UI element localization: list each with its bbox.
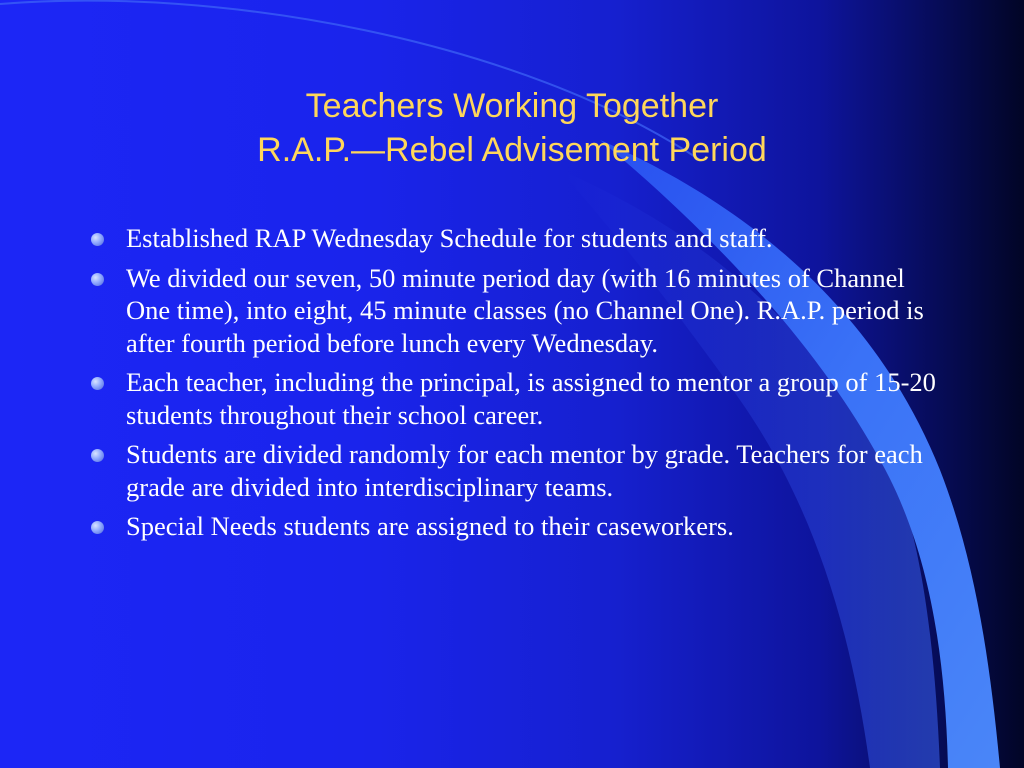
round-bullet-icon — [91, 273, 104, 286]
round-bullet-icon — [91, 449, 104, 462]
bullet-item — [88, 222, 948, 255]
round-bullet-icon — [91, 377, 104, 390]
bullet-item — [88, 510, 948, 543]
bullet-text: Each teacher, including the principal, is assigned to mentor a group of 15-20 students throughout their school career. — [126, 367, 936, 430]
bullet-item — [88, 438, 948, 503]
title-line-1: Teachers Working Together — [305, 87, 719, 125]
bullet-item — [88, 262, 948, 360]
round-bullet-icon — [91, 521, 104, 534]
bullet-text: Special Needs students are assigned to their caseworkers. — [126, 511, 734, 541]
slide-title — [0, 84, 1024, 172]
bullet-text: We divided our seven, 50 minute period day (with 16 minutes of Channel One time), into eight, 45 minute classes (no Channel One). R.A.P. period is after fourth period before lunch every Wednesday. — [126, 262, 924, 358]
bullet-text: Students are divided randomly for each mentor by grade. Teachers for each grade are divided into interdisciplinary teams. — [126, 439, 923, 502]
bullet-item — [88, 366, 948, 431]
title-line-2: R.A.P.—Rebel Advisement Period — [257, 131, 767, 169]
bullet-list — [88, 222, 948, 550]
round-bullet-icon — [91, 233, 104, 246]
bullet-text: Established RAP Wednesday Schedule for students and staff. — [126, 223, 773, 253]
